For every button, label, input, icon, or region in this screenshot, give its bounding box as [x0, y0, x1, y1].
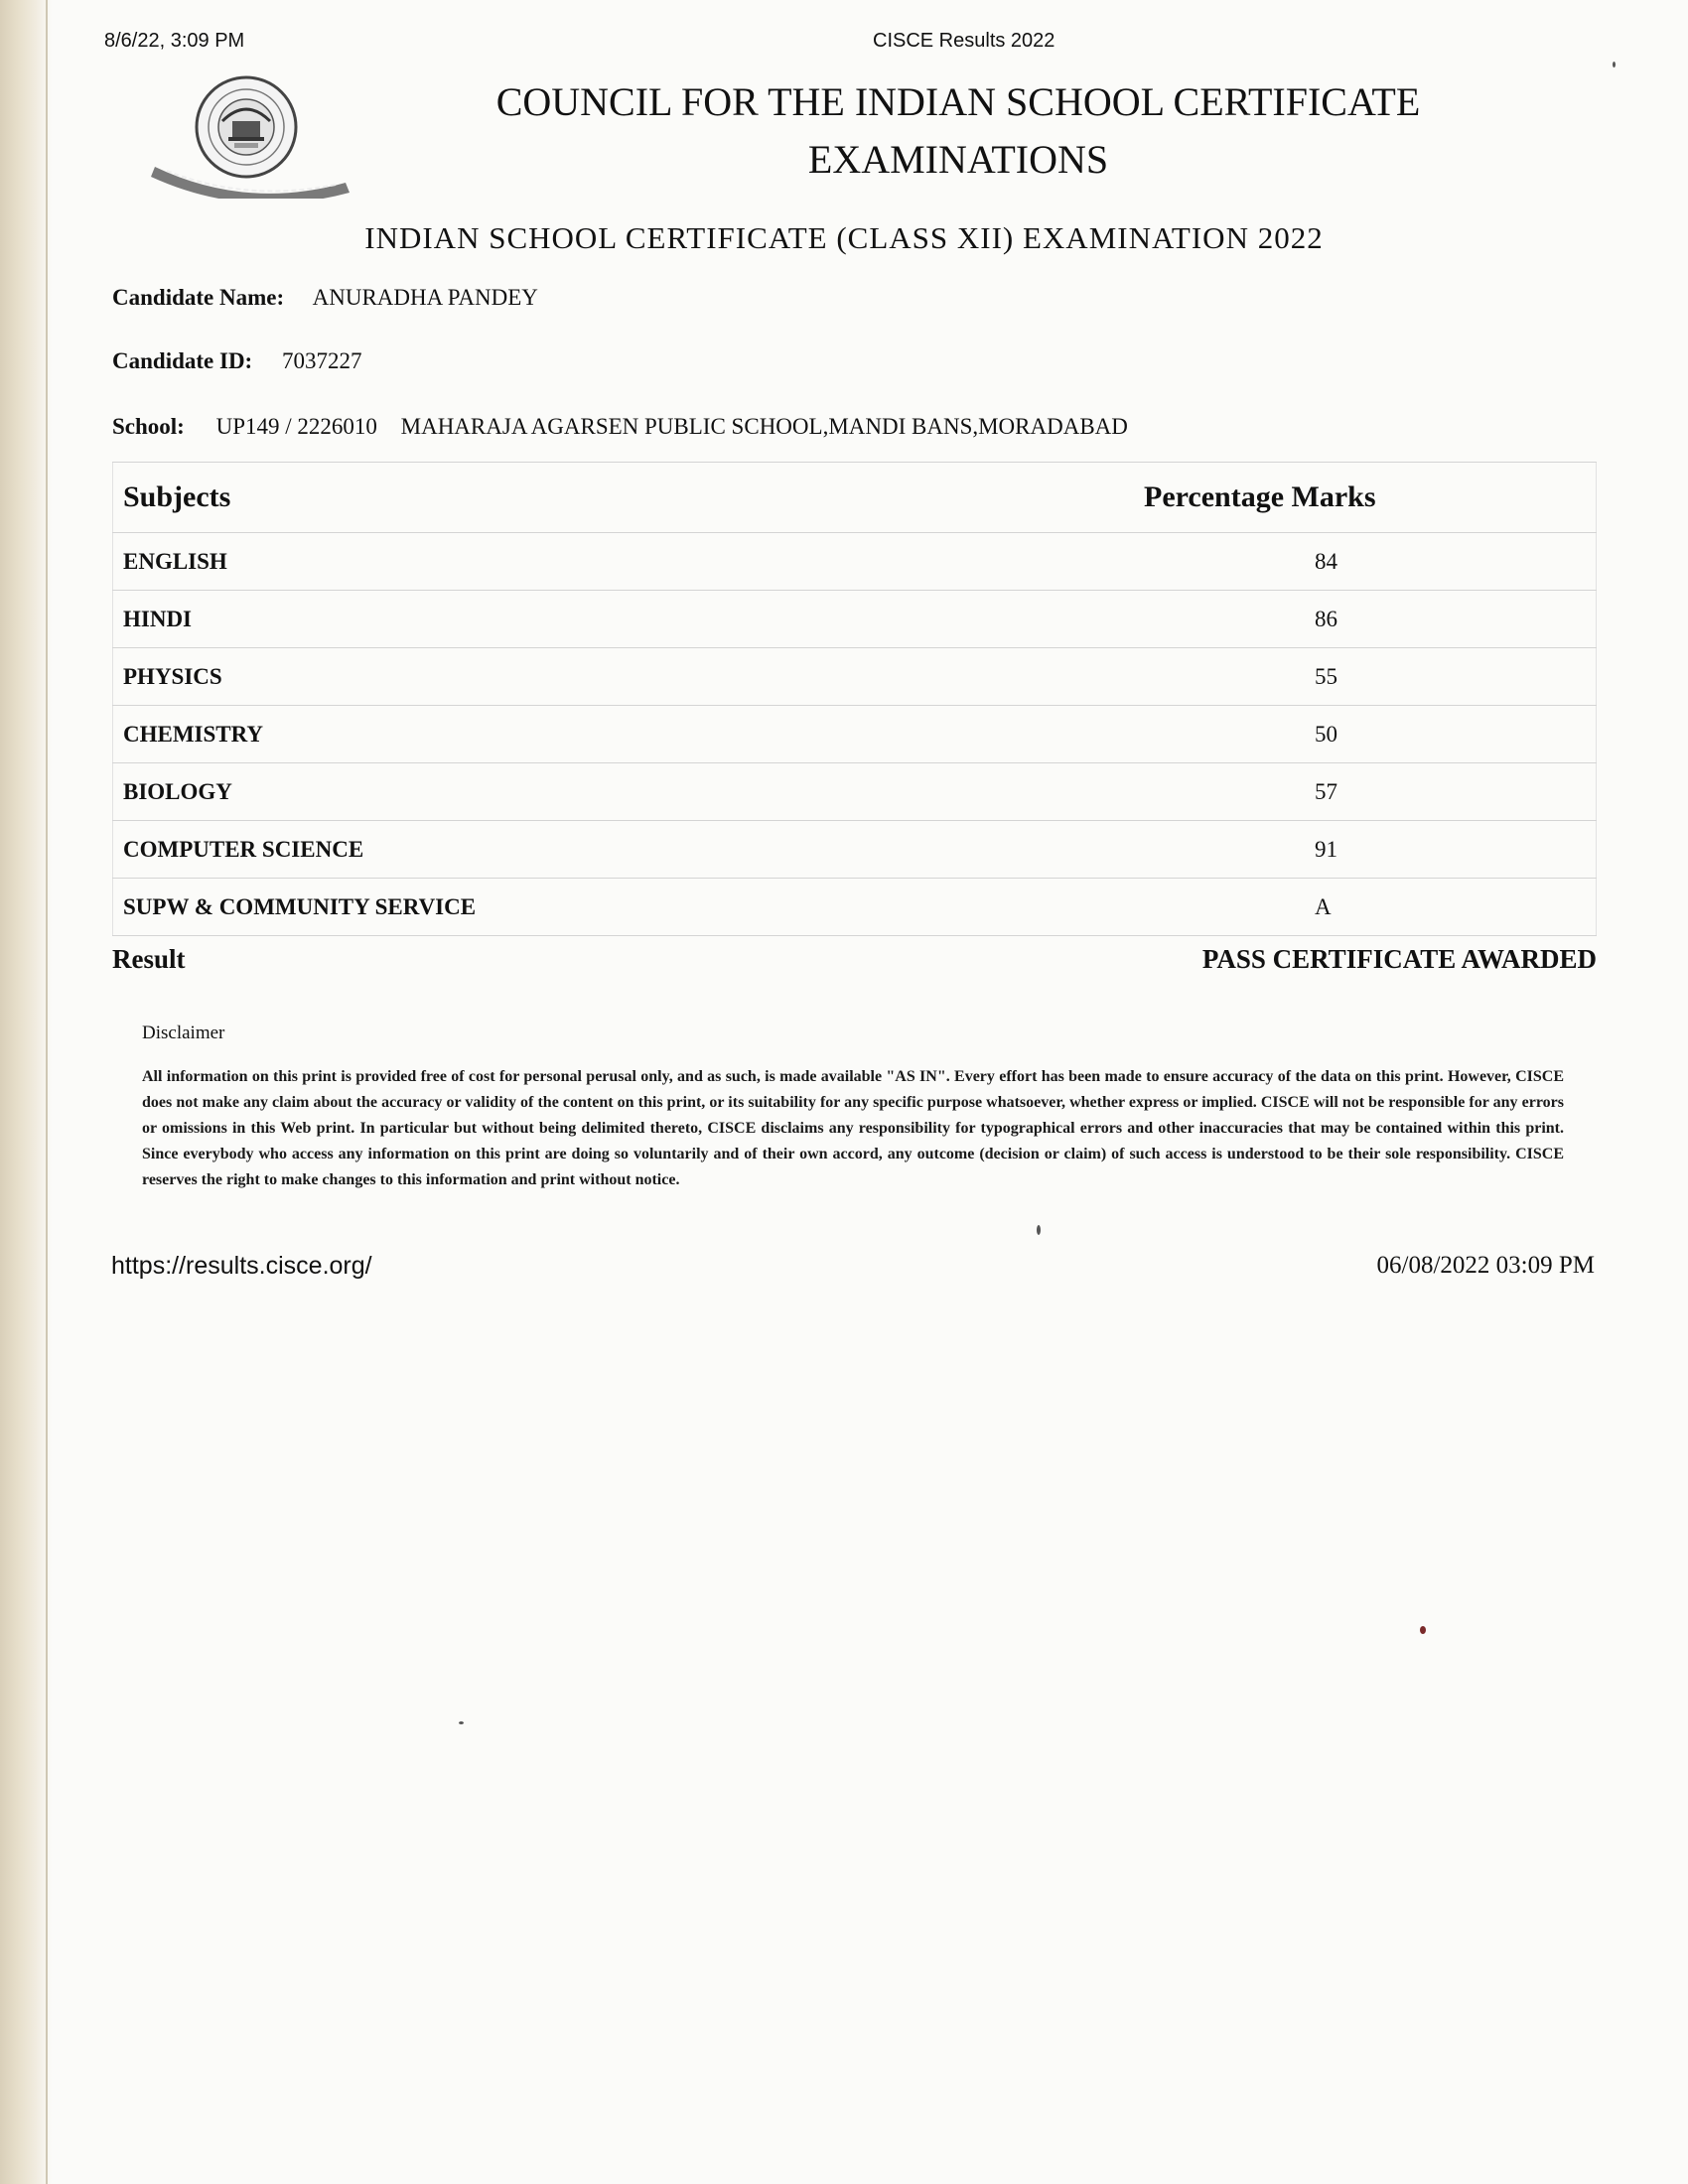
table-row — [113, 763, 1597, 821]
subject-cell: SUPW & COMMUNITY SERVICE — [113, 879, 1145, 936]
result-label: Result — [112, 944, 186, 974]
mark-cell: 84 — [1144, 533, 1597, 591]
exam-title: INDIAN SCHOOL CERTIFICATE (CLASS XII) EXAMINATION 2022 — [364, 220, 1324, 255]
mark-cell: 86 — [1144, 591, 1597, 648]
mark-cell: 91 — [1144, 821, 1597, 879]
candidate-id-row — [112, 348, 361, 374]
scanned-paper-edge — [0, 0, 52, 2184]
table-row — [113, 821, 1597, 879]
scan-speck — [1420, 1626, 1426, 1634]
subject-cell: HINDI — [113, 591, 1145, 648]
result-row — [112, 944, 1597, 980]
table-row — [113, 591, 1597, 648]
disclaimer-text: All information on this print is provided free of cost for personal perusal only, and as such, is made available "AS IN". Every effort has been made to ensure accuracy of the data on this print. However, CISCE does not make any claim about the accuracy or validity of the content on this print, or its suitability for any specific purpose whatsoever, whether express or implied. CISCE will not be responsible for any errors or omissions in this Web print. In particular but without being delimited thereto, CISCE disclaims any responsibility for typographical errors and other inaccuracies that may be contained within this print. Since everybody who access any information on this print are doing so voluntarily and of their own accord, any outcome (decision or claim) of such access is understood to be their sole responsibility. CISCE reserves the right to make changes to this information and print without notice. — [142, 1068, 1564, 1188]
candidate-name-row — [112, 285, 538, 311]
print-timestamp: 06/08/2022 03:09 PM — [1376, 1252, 1595, 1279]
table-row — [113, 706, 1597, 763]
results-url: https://results.cisce.org/ — [111, 1252, 372, 1280]
marks-table — [112, 462, 1597, 936]
disclaimer-title: Disclaimer — [142, 1023, 225, 1043]
candidate-name: ANURADHA PANDEY — [312, 285, 538, 310]
mark-cell: 55 — [1144, 648, 1597, 706]
school-code: UP149 / 2226010 — [215, 414, 377, 439]
print-title: CISCE Results 2022 — [873, 30, 1055, 52]
subject-cell: COMPUTER SCIENCE — [113, 821, 1145, 879]
school-row — [112, 414, 1128, 440]
school-label: School: — [112, 414, 185, 439]
subjects-header: Subjects — [113, 463, 1145, 533]
print-header — [104, 30, 1589, 58]
marks-table-header-row — [113, 463, 1597, 533]
council-name-line2: EXAMINATIONS — [807, 137, 1109, 182]
mark-cell: A — [1144, 879, 1597, 936]
cisce-emblem-icon — [147, 71, 357, 199]
council-name — [397, 73, 1519, 189]
scan-speck — [1037, 1225, 1041, 1235]
subject-cell: ENGLISH — [113, 533, 1145, 591]
council-name-line1: COUNCIL FOR THE INDIAN SCHOOL CERTIFICATE — [495, 79, 1421, 124]
table-row — [113, 648, 1597, 706]
candidate-name-label: Candidate Name: — [112, 285, 285, 310]
percentage-marks-header: Percentage Marks — [1144, 463, 1597, 533]
candidate-id: 7037227 — [281, 348, 362, 373]
table-row — [113, 533, 1597, 591]
subject-cell: CHEMISTRY — [113, 706, 1145, 763]
subject-cell: BIOLOGY — [113, 763, 1145, 821]
subject-cell: PHYSICS — [113, 648, 1145, 706]
scan-speck — [1613, 62, 1616, 68]
paper-fold-line — [46, 0, 48, 2184]
scan-speck — [459, 1721, 464, 1724]
mark-cell: 50 — [1144, 706, 1597, 763]
table-row — [113, 879, 1597, 936]
school-name: MAHARAJA AGARSEN PUBLIC SCHOOL,MANDI BANS,MORADABAD — [400, 414, 1128, 439]
candidate-id-label: Candidate ID: — [112, 348, 253, 373]
print-date: 8/6/22, 3:09 PM — [104, 30, 245, 52]
mark-cell: 57 — [1144, 763, 1597, 821]
result-value: PASS CERTIFICATE AWARDED — [1201, 944, 1597, 974]
